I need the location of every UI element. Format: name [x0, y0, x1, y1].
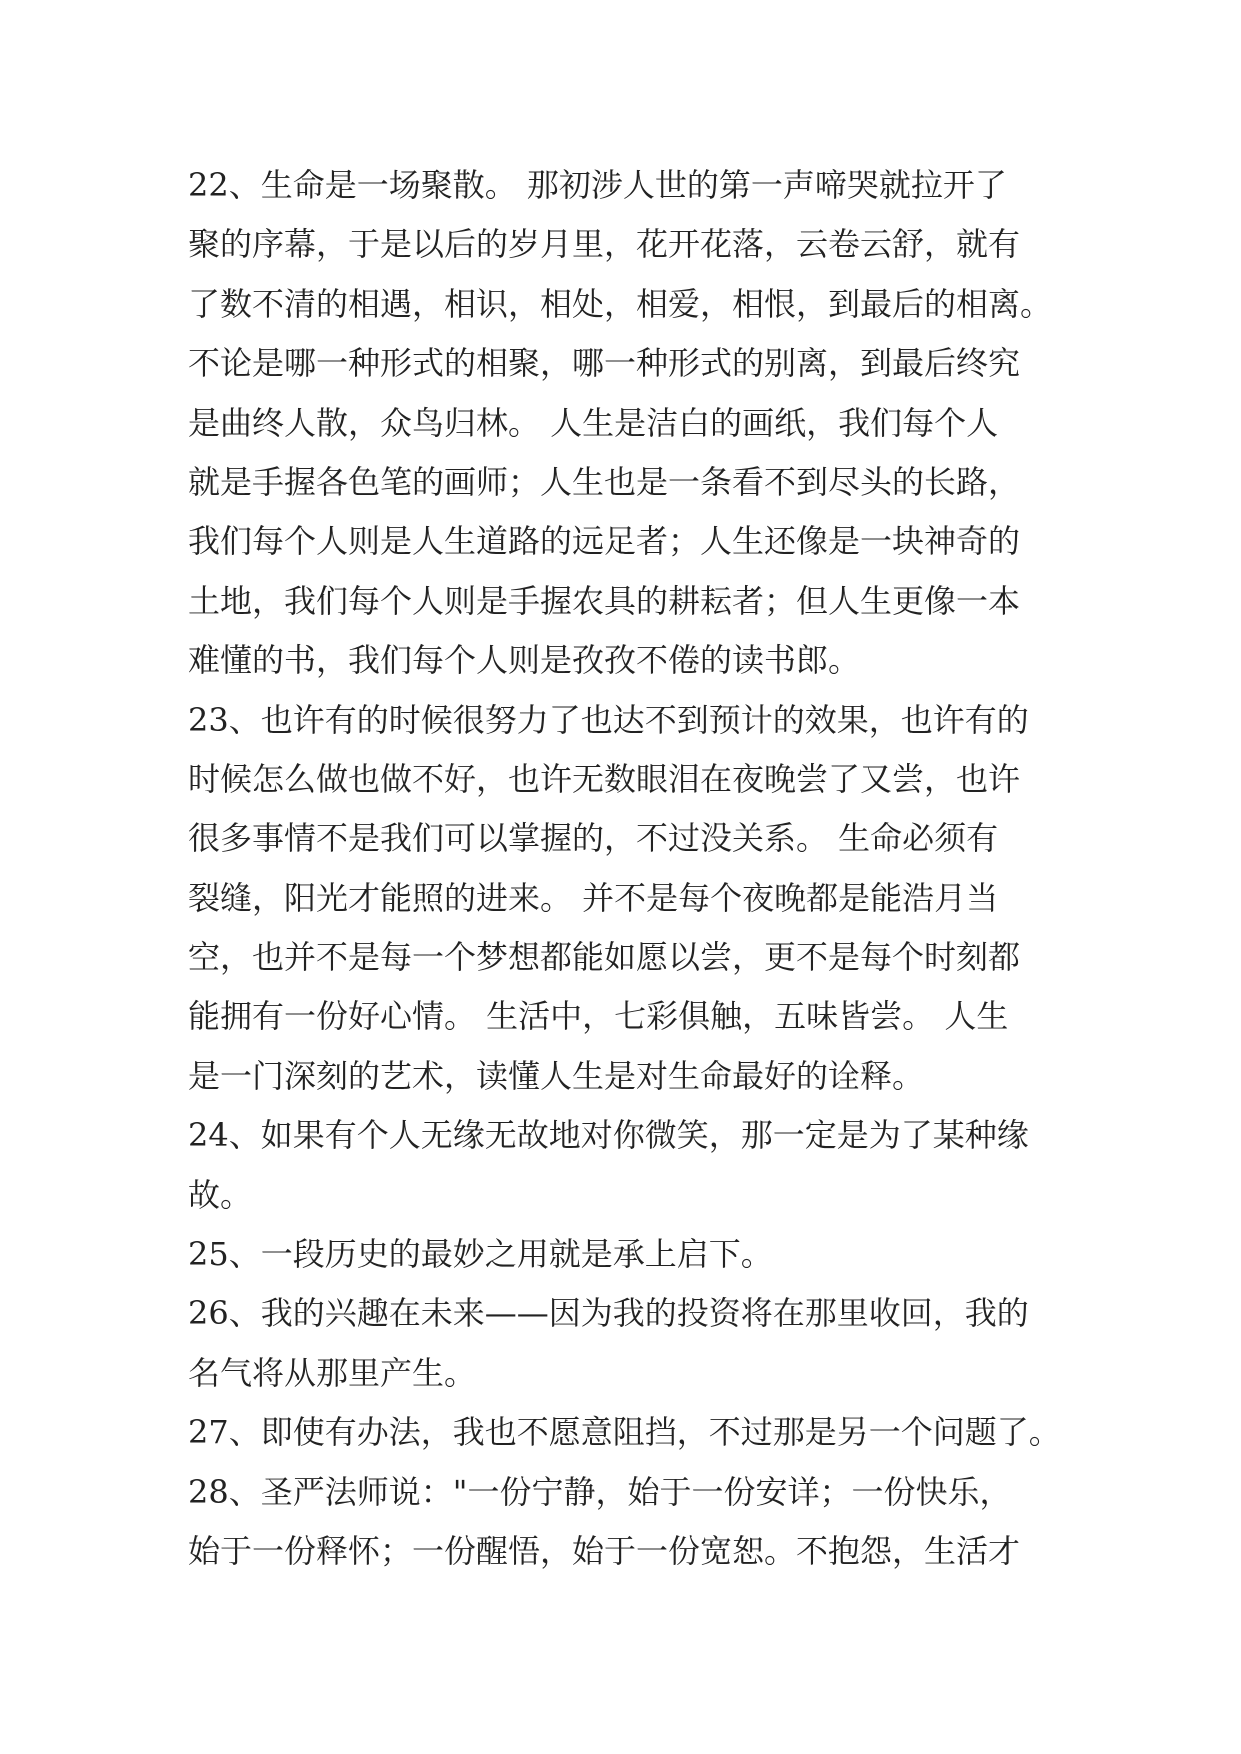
text-line: 不论是哪一种形式的相聚，哪一种形式的别离，到最后终究 [188, 344, 1021, 383]
text-line: 26、我的兴趣在未来——因为我的投资将在那里收回，我的 [188, 1294, 1029, 1333]
text-line: 始于一份释怀；一份醒悟，始于一份宽恕。不抱怨，生活才 [188, 1531, 1021, 1570]
document-body [188, 156, 1068, 1581]
text-line: 时候怎么做也做不好，也许无数眼泪在夜晚尝了又尝，也许 [188, 759, 1021, 798]
text-line: 很多事情不是我们可以掌握的，不过没关系。 生命必须有 [188, 819, 999, 858]
text-line: 27、即使有办法，我也不愿意阻挡，不过那是另一个问题了。 [188, 1413, 1061, 1452]
text-line: 是曲终人散，众鸟归林。 人生是洁白的画纸，我们每个人 [188, 403, 999, 442]
text-line: 22、生命是一场聚散。 那初涉人世的第一声啼哭就拉开了 [188, 166, 1007, 204]
text-line: 我们每个人则是人生道路的远足者；人生还像是一块神奇的 [188, 522, 1021, 561]
text-line: 故。 [188, 1175, 253, 1214]
text-line: 名气将从那里产生。 [188, 1353, 477, 1392]
text-line: 裂缝，阳光才能照的进来。 并不是每个夜晚都是能浩月当 [188, 878, 999, 917]
text-line: 难懂的书，我们每个人则是孜孜不倦的读书郎。 [188, 641, 861, 680]
text-line: 28、圣严法师说："一份宁静，始于一份安详；一份快乐， [188, 1472, 1012, 1511]
text-line: 就是手握各色笔的画师；人生也是一条看不到尽头的长路， [188, 462, 1021, 501]
text-line: 24、如果有个人无缘无故地对你微笑，那一定是为了某种缘 [188, 1116, 1029, 1155]
text-line: 是一门深刻的艺术，读懂人生是对生命最好的诠释。 [188, 1056, 925, 1095]
text-line: 了数不清的相遇，相识，相处，相爱，相恨，到最后的相离。 [188, 284, 1053, 323]
text-line: 聚的序幕，于是以后的岁月里，花开花落，云卷云舒，就有 [188, 225, 1021, 264]
text-line: 空，也并不是每一个梦想都能如愿以尝，更不是每个时刻都 [188, 938, 1021, 977]
text-line: 能拥有一份好心情。 生活中，七彩俱触，五味皆尝。 人生 [188, 997, 1009, 1036]
text-line: 25、一段历史的最妙之用就是承上启下。 [188, 1235, 773, 1274]
text-line: 23、也许有的时候很努力了也达不到预计的效果，也许有的 [188, 700, 1029, 739]
text-line: 土地，我们每个人则是手握农具的耕耘者；但人生更像一本 [188, 581, 1021, 620]
